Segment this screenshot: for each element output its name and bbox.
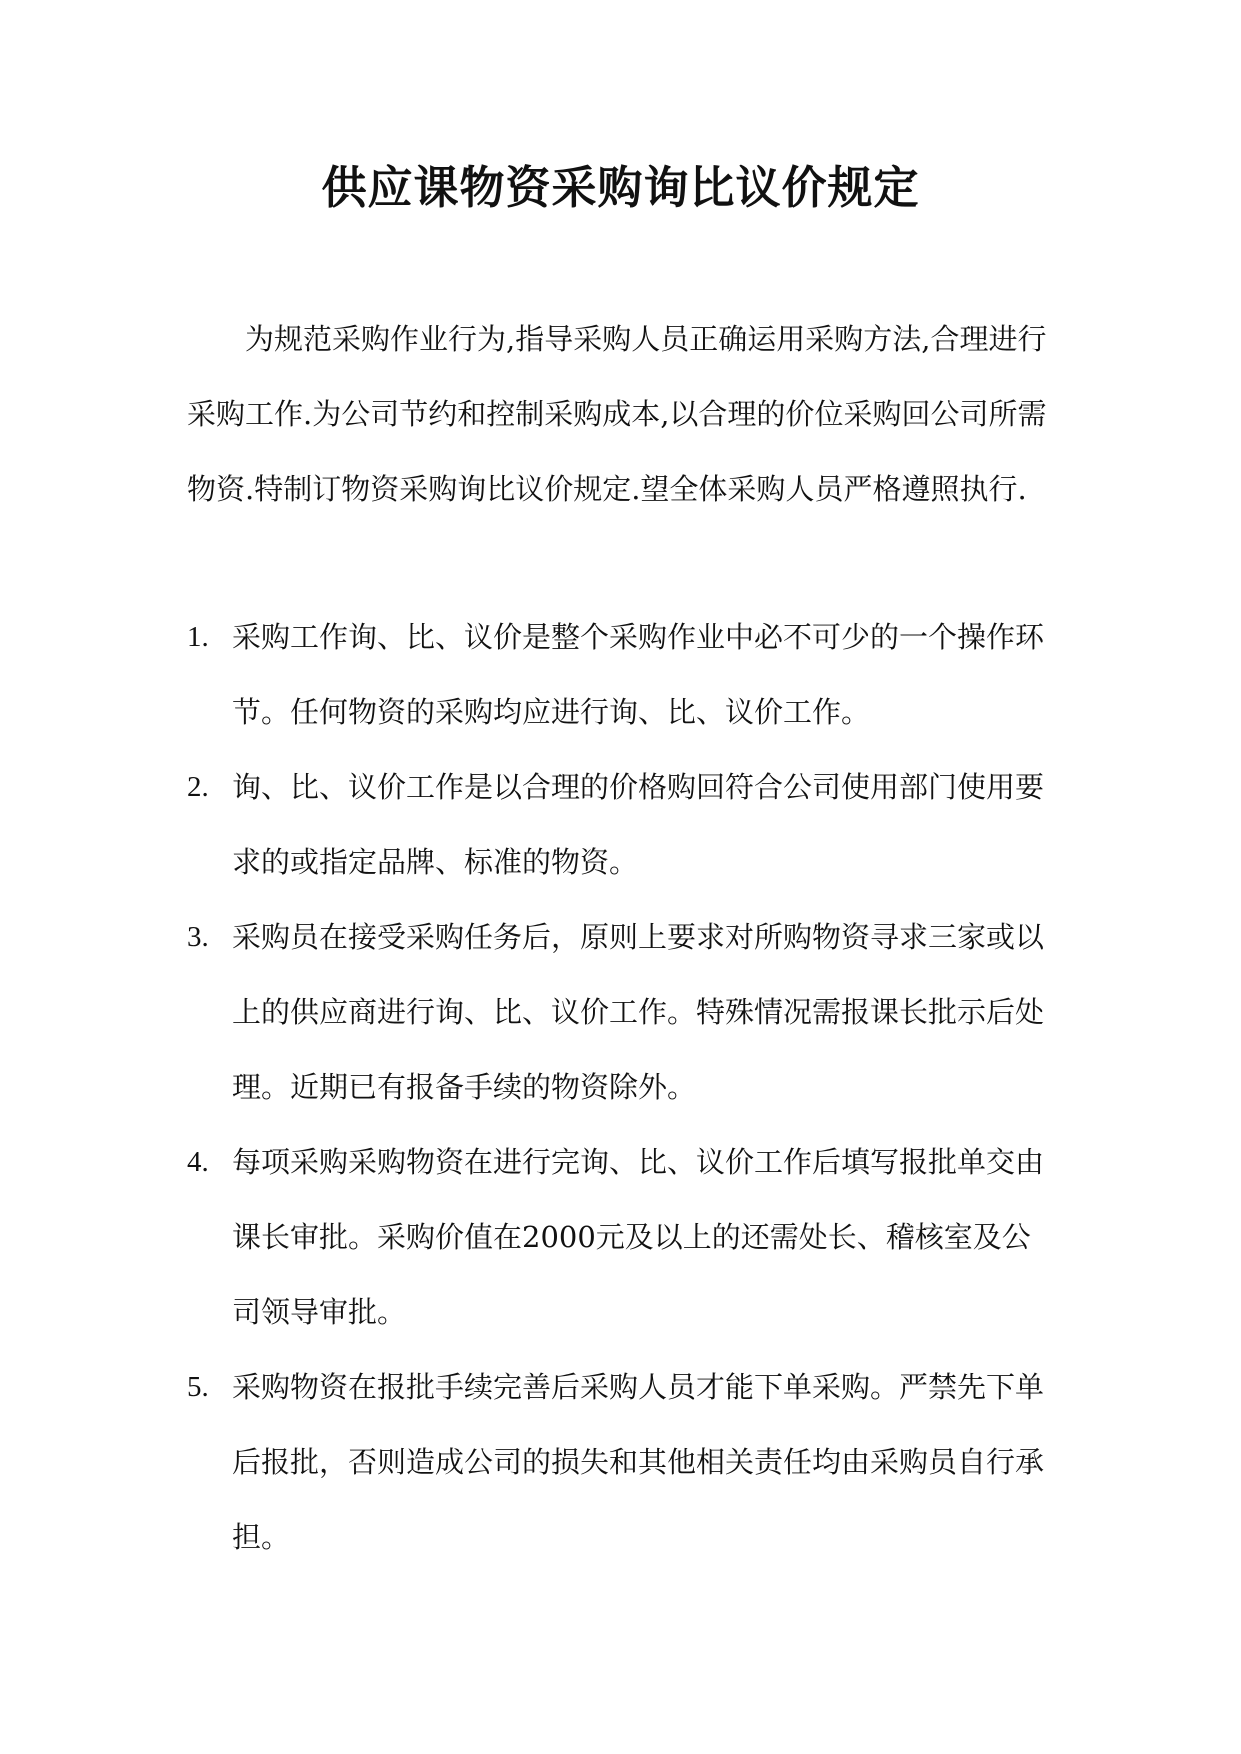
item-number: 5. (187, 1371, 209, 1403)
item-text: 采购员在接受采购任务后，原则上要求对所购物资寻求三家或以上的供应商进行询、比、议价工作。特殊情况需报课长批示后处理。近期已有报备手续的物资除外。 (232, 920, 1045, 1104)
list-item (187, 600, 1057, 750)
regulation-list (187, 600, 1057, 1575)
list-item (187, 750, 1057, 900)
intro-paragraph: 为规范采购作业行为,指导采购人员正确运用采购方法,合理进行采购工作.为公司节约和控制采购成本,以合理的价位采购回公司所需物资.特制订物资采购询比议价规定.望全体采购人员严格遵照执行. (187, 322, 1047, 506)
item-number: 4. (187, 1146, 209, 1178)
list-item (187, 900, 1057, 1125)
item-text: 每项采购采购物资在进行完询、比、议价工作后填写报批单交由课长审批。采购价值在2000元及以上的还需处长、稽核室及公司领导审批。 (232, 1145, 1045, 1329)
item-text: 询、比、议价工作是以合理的价格购回符合公司使用部门使用要求的或指定品牌、标准的物资。 (232, 770, 1045, 879)
list-item (187, 1125, 1057, 1350)
item-text: 采购物资在报批手续完善后采购人员才能下单采购。严禁先下单后报批，否则造成公司的损失和其他相关责任均由采购员自行承担。 (232, 1370, 1045, 1554)
item-number: 2. (187, 771, 209, 803)
list-item (187, 1350, 1057, 1575)
item-text: 采购工作询、比、议价是整个采购作业中必不可少的一个操作环节。任何物资的采购均应进行询、比、议价工作。 (232, 620, 1045, 729)
item-number: 3. (187, 921, 209, 953)
document-title: 供应课物资采购询比议价规定 (321, 161, 920, 214)
item-number: 1. (187, 621, 209, 653)
